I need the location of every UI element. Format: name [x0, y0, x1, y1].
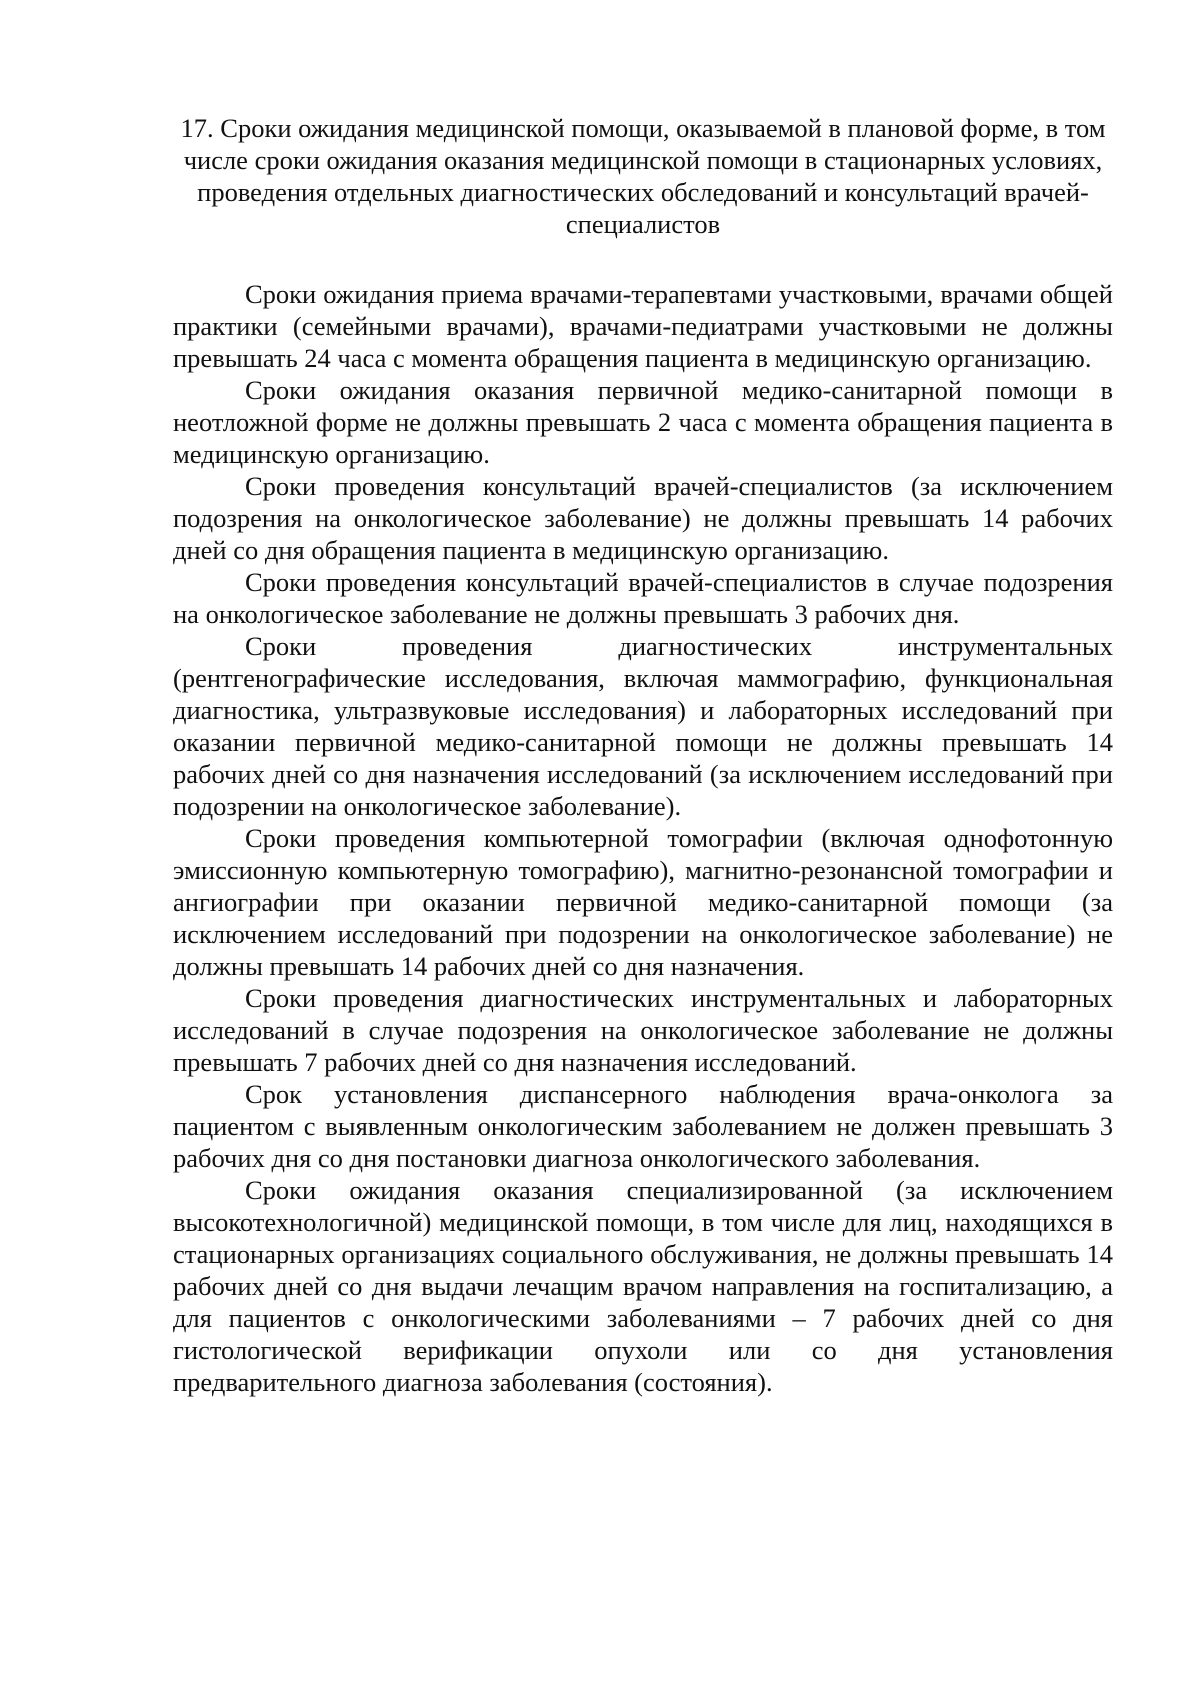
paragraph-oncology-diagnostics: Сроки проведения диагностических инструментальных и лабораторных исследований в случае подозрения на онкологическое заболевание не должны превышать 7 рабочих дней со дня назначения исследований.	[173, 983, 1113, 1077]
paragraph-specialized-care: Сроки ожидания оказания специализированной (за исключением высокотехнологичной) медицинской помощи, в том числе для лиц, находящихся в стационарных организациях социального обслуживания, не должны превышать 14 рабочих дней со дня выдачи лечащим врачом направления на госпитализацию, а для пациентов с онкологическими заболеваниями – 7 рабочих дней со дня гистологической верификации опухоли или со дня установления предварительного диагноза заболевания (состояния).	[173, 1175, 1113, 1397]
paragraph-tomography: Сроки проведения компьютерной томографии (включая однофотонную эмиссионную компьютерную томографию), магнитно-резонансной томографии и ангиографии при оказании первичной медико-санитарной помощи (за исключением исследований при подозрении на онкологическое заболевание) не должны превышать 14 рабочих дней со дня назначения.	[173, 823, 1113, 981]
paragraph-therapist-wait: Сроки ожидания приема врачами-терапевтами участковыми, врачами общей практики (семейными врачами), врачами-педиатрами участковыми не должны превышать 24 часа с момента обращения пациента в медицинскую организацию.	[173, 279, 1113, 373]
paragraph-specialist-consultation: Сроки проведения консультаций врачей-специалистов (за исключением подозрения на онкологическое заболевание) не должны превышать 14 рабочих дней со дня обращения пациента в медицинскую организацию.	[173, 471, 1113, 565]
paragraph-urgent-care-wait: Сроки ожидания оказания первичной медико-санитарной помощи в неотложной форме не должны превышать 2 часа с момента обращения пациента в медицинскую организацию.	[173, 375, 1113, 469]
section-title: 17. Сроки ожидания медицинской помощи, оказываемой в плановой форме, в том числе сроки ожидания оказания медицинской помощи в стационарных условиях, проведения отдельных диагностических обследований и консультаций врачей-специалистов	[180, 113, 1106, 239]
paragraph-list	[173, 278, 1113, 1398]
paragraph-diagnostic-tests: Сроки проведения диагностических инструментальных (рентгенографические исследования, включая маммографию, функциональная диагностика, ультразвуковые исследования) и лабораторных исследований при оказании первичной медико-санитарной помощи не должны превышать 14 рабочих дней со дня назначения исследований (за исключением исследований при подозрении на онкологическое заболевание).	[173, 631, 1113, 821]
document-body	[173, 112, 1113, 1398]
paragraph-oncology-consultation: Сроки проведения консультаций врачей-специалистов в случае подозрения на онкологическое заболевание не должны превышать 3 рабочих дня.	[173, 567, 1113, 629]
paragraph-oncologist-observation: Срок установления диспансерного наблюдения врача-онколога за пациентом с выявленным онкологическим заболеванием не должен превышать 3 рабочих дня со дня постановки диагноза онкологического заболевания.	[173, 1079, 1113, 1173]
